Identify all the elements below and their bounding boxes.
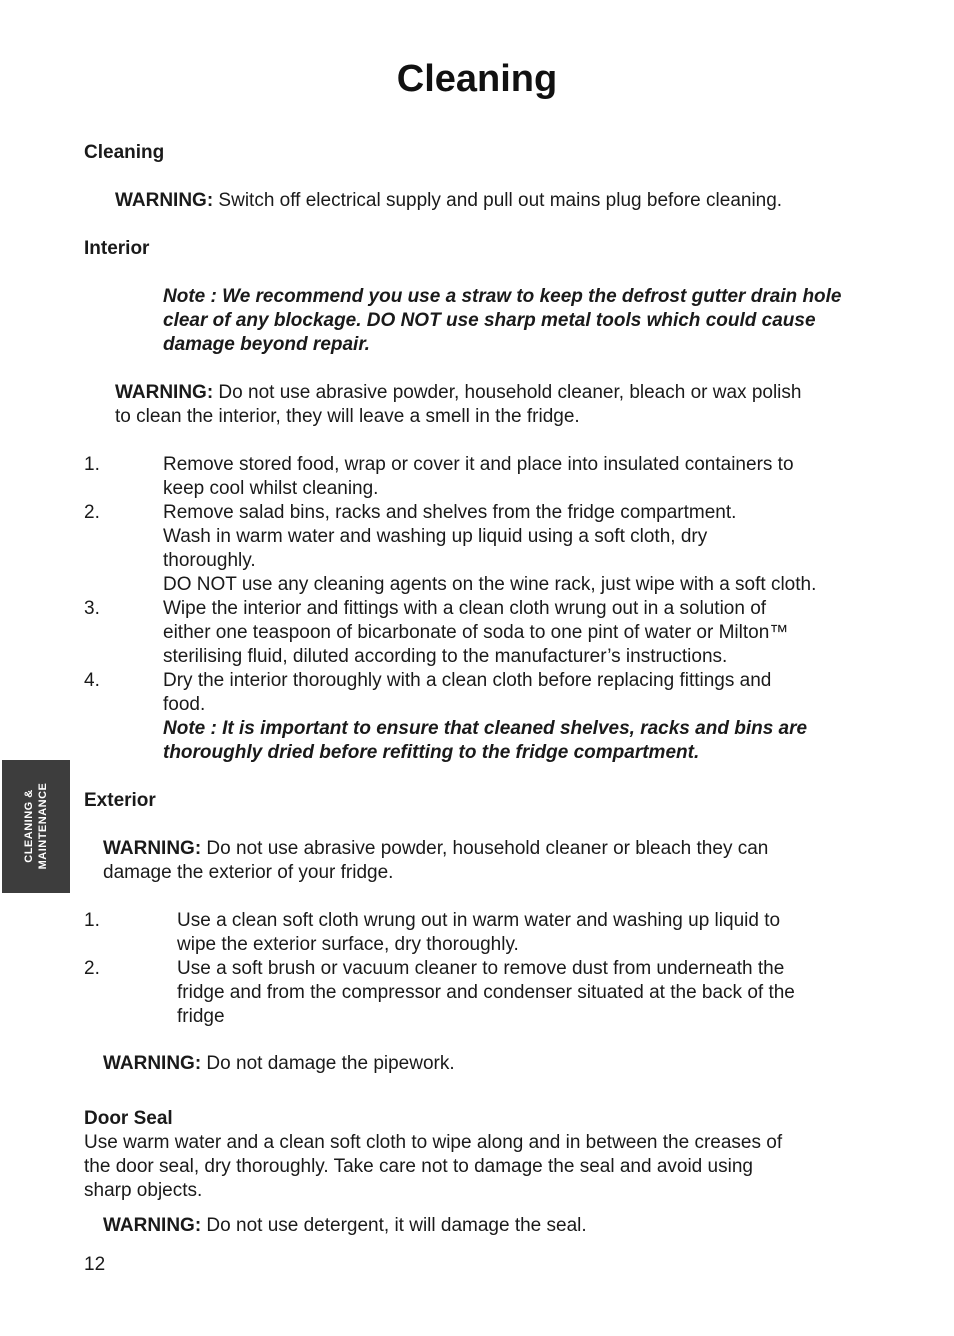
step-number: 2. [84, 502, 100, 523]
step-line: DO NOT use any cleaning agents on the wine rack, just wipe with a soft cloth. [163, 574, 817, 595]
warning-text: Do not use abrasive powder, household cleaner or bleach they can [201, 838, 769, 859]
step-line: keep cool whilst cleaning. [163, 478, 379, 499]
step-line: food. [163, 694, 206, 715]
exterior-warning-2 [103, 1052, 455, 1076]
step-line: Wash in warm water and washing up liquid using a soft cloth, dry [163, 526, 708, 547]
note-line: Note : We recommend you use a straw to keep the defrost gutter drain hole [163, 286, 842, 307]
warning-text: Do not damage the pipework. [201, 1053, 455, 1074]
exterior-step-2 [177, 957, 795, 1029]
door-seal-warning [103, 1214, 587, 1238]
side-tab-line: MAINTENANCE [37, 782, 49, 870]
paragraph-line: Use warm water and a clean soft cloth to wipe along and in between the creases of [84, 1132, 783, 1153]
door-seal-text [84, 1131, 782, 1203]
step-line: sterilising fluid, diluted according to the manufacturer’s instructions. [163, 646, 728, 667]
door-seal-heading: Door Seal [84, 1108, 173, 1129]
warning-text: Do not use detergent, it will damage the seal. [201, 1215, 587, 1236]
interior-step-4 [163, 669, 807, 765]
step-line: Dry the interior thoroughly with a clean cloth before replacing fittings and [163, 670, 772, 691]
warning-text: Switch off electrical supply and pull out mains plug before cleaning. [213, 190, 783, 211]
paragraph-line: the door seal, dry thoroughly. Take care not to damage the seal and avoid using [84, 1156, 753, 1177]
warning-label: WARNING: [103, 838, 202, 859]
section-side-tab [2, 760, 70, 893]
note-line: damage beyond repair. [163, 334, 370, 355]
interior-warning [115, 381, 801, 429]
note-line: clear of any blockage. DO NOT use sharp metal tools which could cause [163, 310, 816, 331]
warning-label: WARNING: [103, 1215, 202, 1236]
exterior-heading: Exterior [84, 790, 156, 811]
interior-step-3 [163, 597, 788, 669]
cleaning-heading: Cleaning [84, 142, 165, 163]
step-line: either one teaspoon of bicarbonate of soda to one pint of water or Milton™ [163, 622, 789, 643]
cleaning-warning [115, 189, 782, 213]
step-line: wipe the exterior surface, dry thoroughly. [177, 934, 519, 955]
step-number: 3. [84, 598, 100, 619]
step-note-line: Note : It is important to ensure that cleaned shelves, racks and bins are [163, 718, 808, 739]
step-line: Remove salad bins, racks and shelves from the fridge compartment. [163, 502, 737, 523]
page-title: Cleaning [396, 58, 558, 100]
side-tab-label [22, 783, 50, 870]
step-number: 2. [84, 958, 100, 979]
warning-text: to clean the interior, they will leave a smell in the fridge. [115, 406, 580, 427]
warning-label: WARNING: [115, 382, 214, 403]
step-number: 1. [84, 454, 100, 475]
side-tab-line: CLEANING & [23, 789, 35, 863]
step-line: fridge [177, 1006, 225, 1027]
warning-text: damage the exterior of your fridge. [103, 862, 394, 883]
warning-label: WARNING: [103, 1053, 202, 1074]
interior-step-1 [163, 453, 794, 501]
interior-note [163, 285, 842, 357]
exterior-warning [103, 837, 768, 885]
step-line: Wipe the interior and fittings with a clean cloth wrung out in a solution of [163, 598, 767, 619]
step-line: Remove stored food, wrap or cover it and place into insulated containers to [163, 454, 794, 475]
exterior-step-1 [177, 909, 780, 957]
paragraph-line: sharp objects. [84, 1180, 203, 1201]
step-line: fridge and from the compressor and condenser situated at the back of the [177, 982, 795, 1003]
page-number: 12 [84, 1254, 106, 1275]
step-note-line: thoroughly dried before refitting to the fridge compartment. [163, 742, 700, 763]
step-line: Use a soft brush or vacuum cleaner to remove dust from underneath the [177, 958, 785, 979]
step-line: thoroughly. [163, 550, 256, 571]
step-line: Use a clean soft cloth wrung out in warm water and washing up liquid to [177, 910, 781, 931]
step-number: 1. [84, 910, 100, 931]
warning-label: WARNING: [115, 190, 214, 211]
warning-text: Do not use abrasive powder, household cleaner, bleach or wax polish [213, 382, 802, 403]
step-number: 4. [84, 670, 100, 691]
interior-step-2 [163, 501, 816, 597]
interior-heading: Interior [84, 238, 150, 259]
